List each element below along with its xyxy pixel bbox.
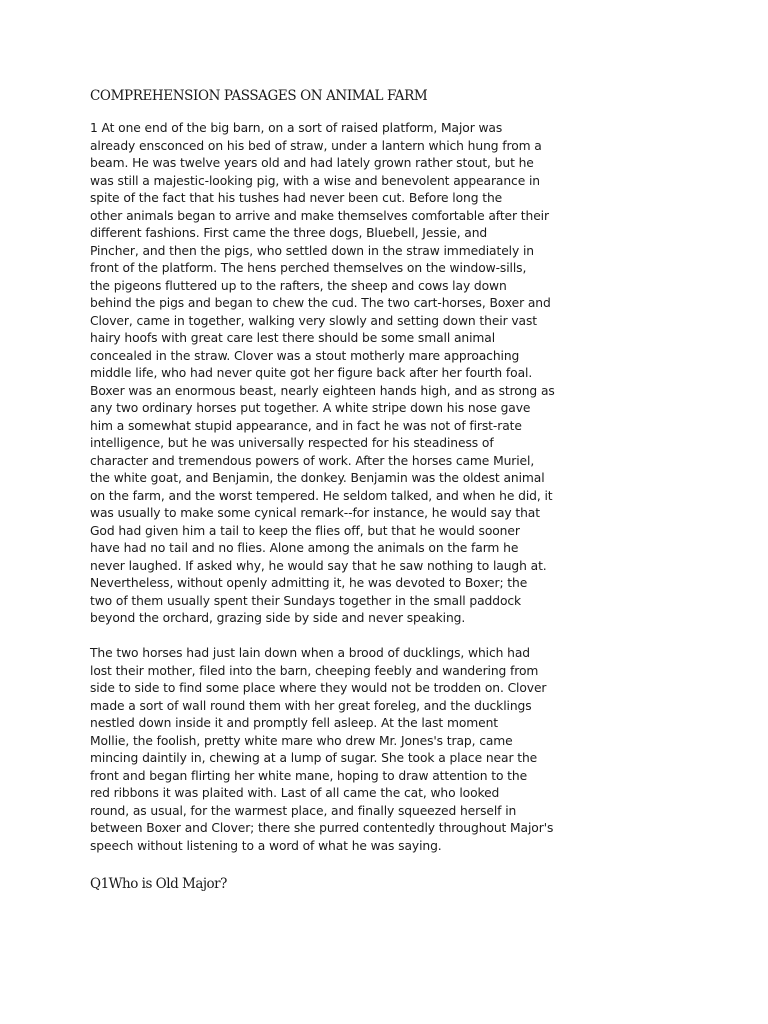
paragraph-line: front of the platform. The hens perched themselves on the window-sills, (90, 261, 527, 275)
paragraph-line: intelligence, but he was universally respected for his steadiness of (90, 436, 494, 450)
paragraph-line: speech without listening to a word of what he was saying. (90, 838, 442, 853)
paragraph-line: was still a majestic-looking pig, with a wise and benevolent appearance in (90, 173, 540, 188)
paragraph-line: beyond the orchard, grazing side by side and never speaking. (90, 611, 466, 625)
paragraph-line: behind the pigs and began to chew the cud. The two cart-horses, Boxer and (90, 296, 551, 310)
paragraph-line: The two horses had just lain down when a brood of ducklings, which had (90, 646, 530, 660)
paragraph-line: lost their mother, filed into the barn, cheeping feebly and wandering from (90, 663, 539, 678)
paragraph-line: spite of the fact that his tushes had never been cut. Before long the (90, 191, 503, 205)
paragraph-line: front and began flirting her white mane, hoping to draw attention to the (90, 768, 528, 783)
paragraph-line: never laughed. If asked why, he would say that he saw nothing to laugh at. (90, 558, 547, 573)
paragraph-line: concealed in the straw. Clover was a stout motherly mare approaching (90, 348, 520, 363)
paragraph-line: round, as usual, for the warmest place, and finally squeezed herself in (90, 803, 517, 818)
paragraph-line: different fashions. First came the three dogs, Bluebell, Jessie, and (90, 226, 488, 240)
paragraph-line: God had given him a tail to keep the flies off, but that he would sooner (90, 523, 520, 538)
paragraph-line: Pincher, and then the pigs, who settled down in the straw immediately in (90, 243, 534, 258)
paragraph-line: middle life, who had never quite got her figure back after her fourth foal. (90, 366, 533, 380)
paragraph-line: mincing daintily in, chewing at a lump of sugar. She took a place near the (90, 751, 538, 765)
paragraph-line: red ribbons it was plaited with. Last of all came the cat, who looked (90, 786, 500, 800)
paragraph-line: made a sort of wall round them with her great foreleg, and the ducklings (90, 698, 532, 713)
document-title: COMPREHENSION PASSAGES ON ANIMAL FARM (90, 88, 428, 104)
question-1: Q1Who is Old Major? (90, 876, 227, 892)
paragraph-line: hairy hoofs with great care lest there should be some small animal (90, 331, 496, 345)
paragraph-line: other animals began to arrive and make themselves comfortable after their (90, 208, 549, 223)
paragraph-line: already ensconced on his bed of straw, under a lantern which hung from a (90, 138, 542, 153)
passage-paragraph-1 (90, 120, 555, 628)
paragraph-line: beam. He was twelve years old and had lately grown rather stout, but he (90, 156, 534, 170)
paragraph-line: have had no tail and no flies. Alone among the animals on the farm he (90, 541, 519, 555)
paragraph-line: Nevertheless, without openly admitting it, he was devoted to Boxer; the (90, 576, 528, 590)
paragraph-line: Mollie, the foolish, pretty white mare who drew Mr. Jones's trap, came (90, 733, 513, 748)
paragraph-line: the pigeons fluttered up to the rafters, the sheep and cows lay down (90, 278, 507, 293)
paragraph-line: 1 At one end of the big barn, on a sort of raised platform, Major was (90, 121, 503, 135)
paragraph-line: the white goat, and Benjamin, the donkey. Benjamin was the oldest animal (90, 471, 545, 485)
paragraph-line: was usually to make some cynical remark--for instance, he would say that (90, 506, 540, 520)
paragraph-line: him a somewhat stupid appearance, and in fact he was not of first-rate (90, 418, 522, 433)
paragraph-line: nestled down inside it and promptly fell asleep. At the last moment (90, 716, 499, 730)
paragraph-line: side to side to find some place where they would not be trodden on. Clover (90, 681, 547, 695)
paragraph-line: character and tremendous powers of work. After the horses came Muriel, (90, 453, 535, 468)
passage-paragraph-2 (90, 645, 553, 855)
paragraph-line: any two ordinary horses put together. A white stripe down his nose gave (90, 401, 531, 415)
paragraph-line: between Boxer and Clover; there she purred contentedly throughout Major's (90, 821, 554, 835)
paragraph-line: two of them usually spent their Sundays together in the small paddock (90, 593, 522, 608)
paragraph-line: Boxer was an enormous beast, nearly eighteen hands high, and as strong as (90, 383, 555, 398)
paragraph-line: on the farm, and the worst tempered. He seldom talked, and when he did, it (90, 488, 553, 503)
paragraph-line: Clover, came in together, walking very slowly and setting down their vast (90, 313, 538, 328)
